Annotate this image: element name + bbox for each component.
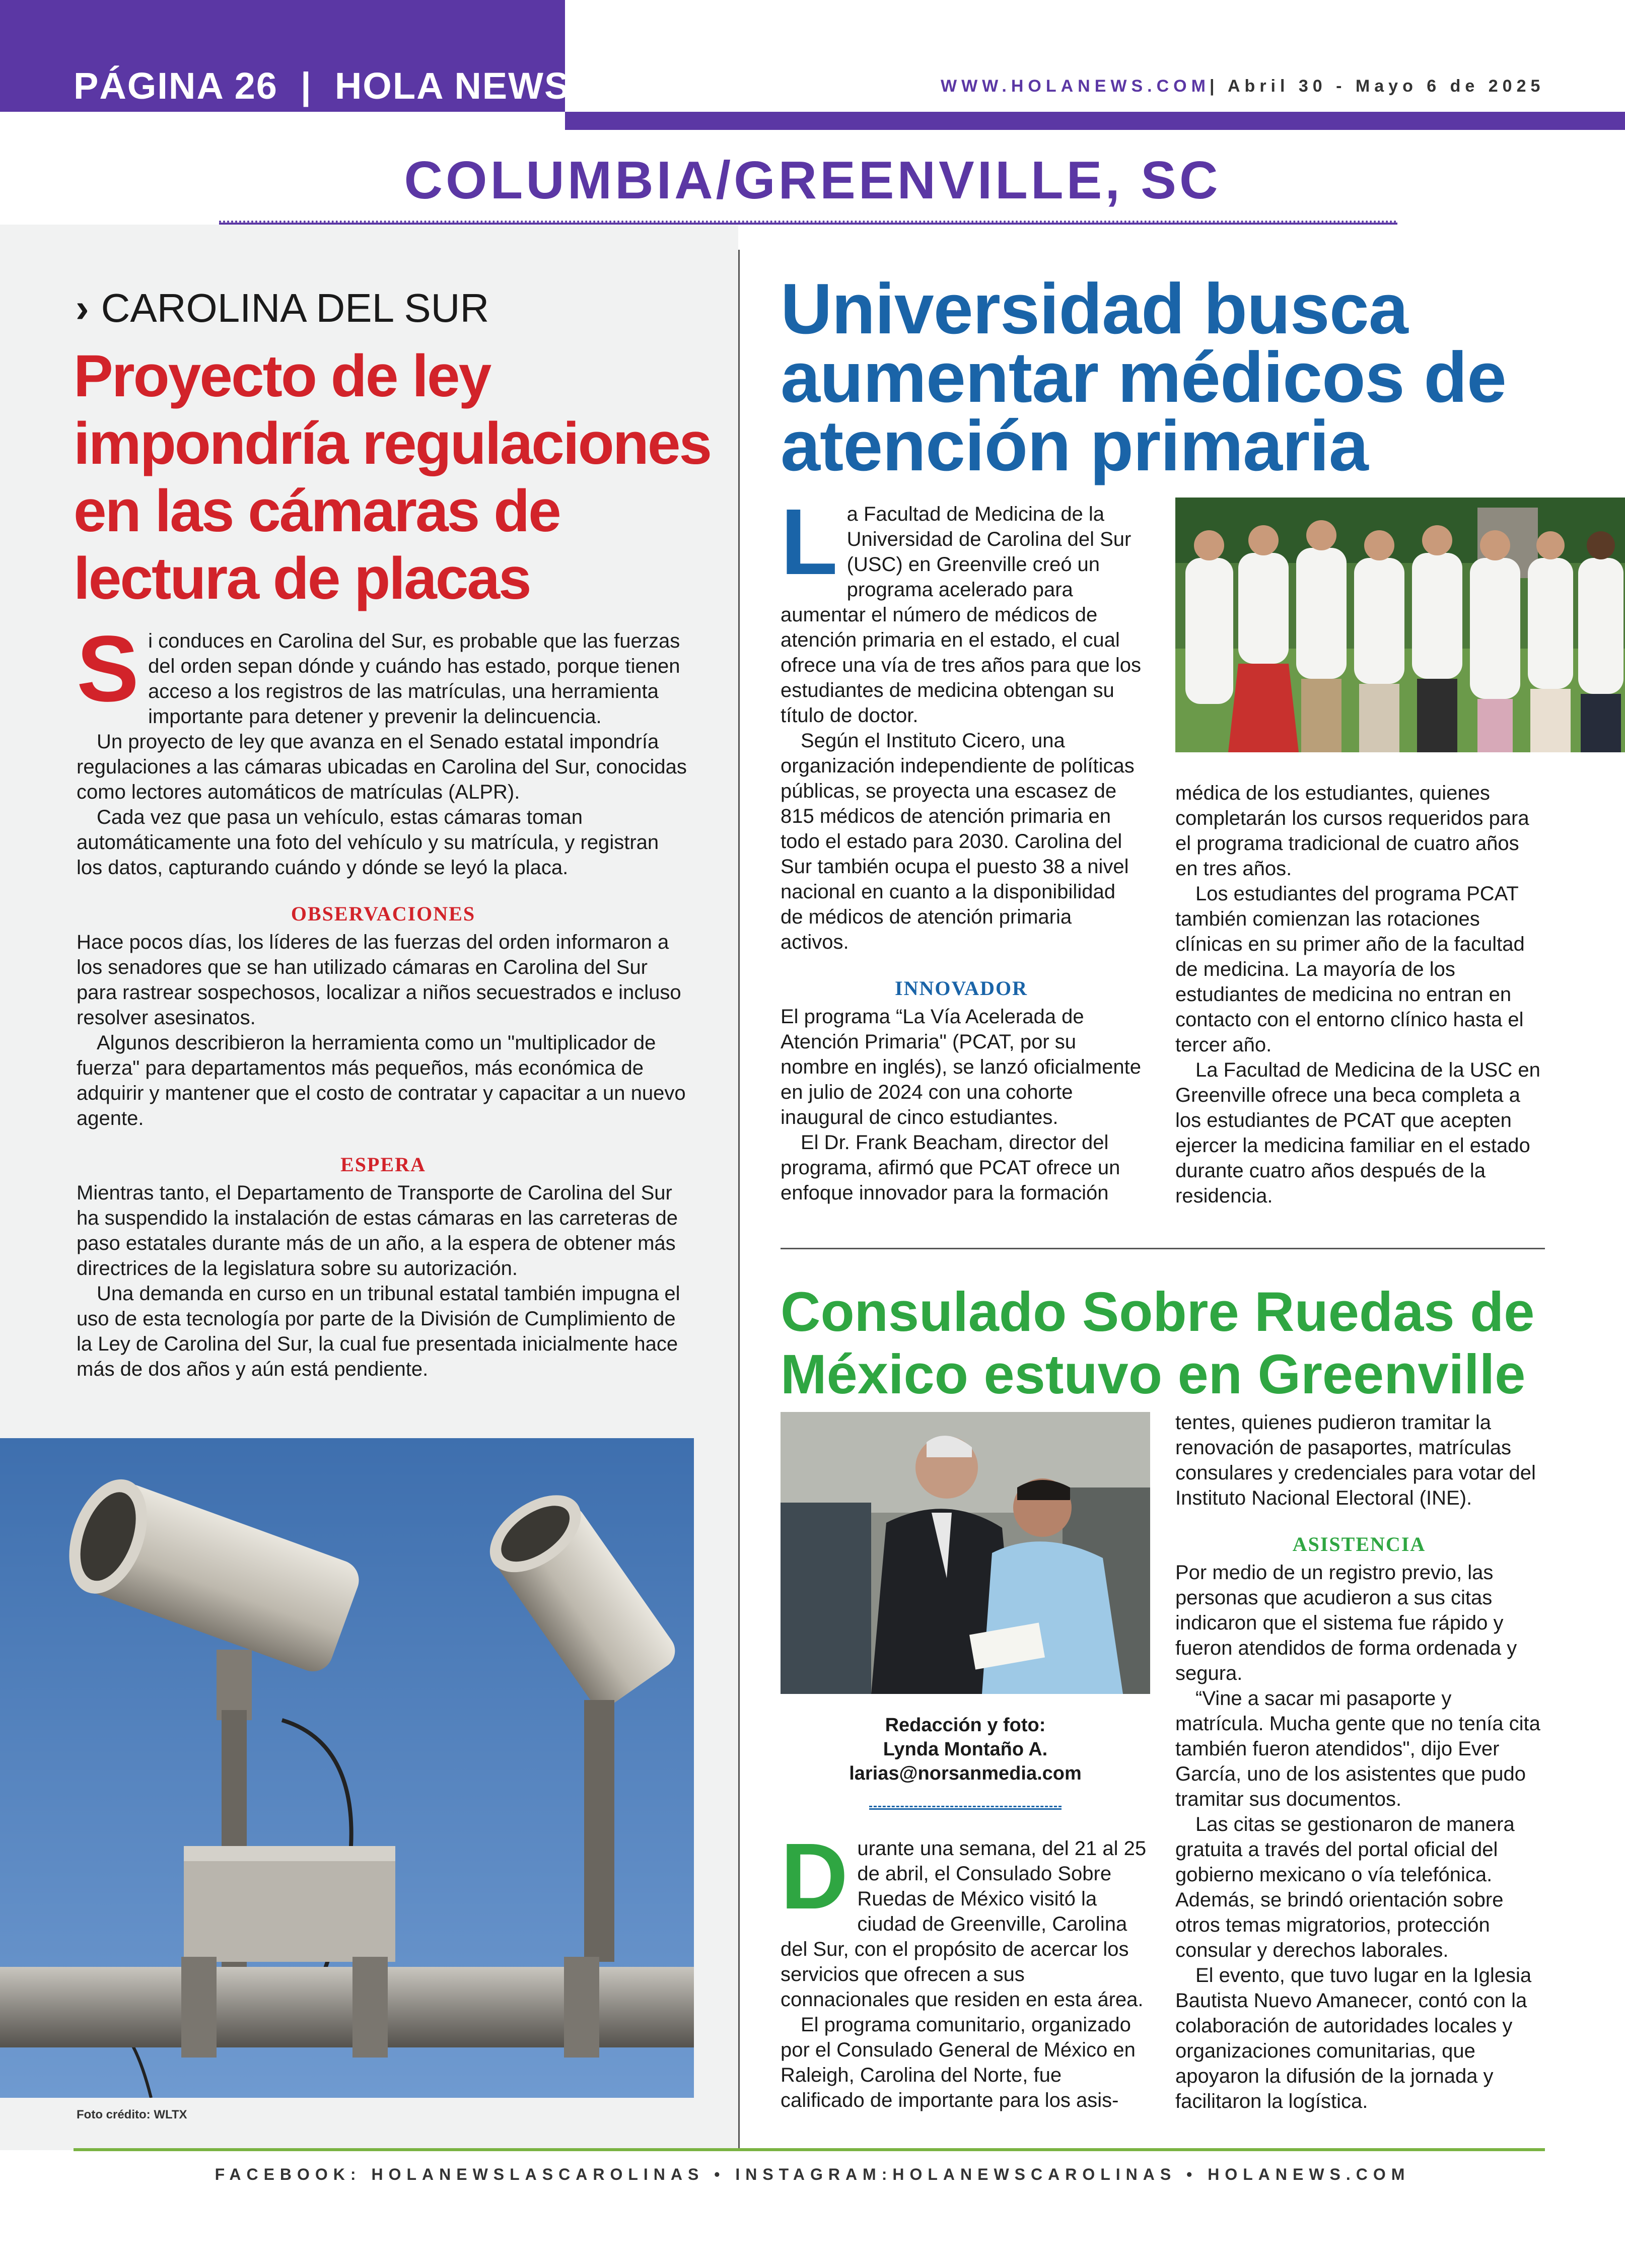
article-body xyxy=(77,617,690,1382)
paragraph: Algunos describieron la herramienta como un "multiplicador de fuerza" para departamentos más pequeños, más económica de adquirir y mantener que el costo de contratar y capacitar a un nuevo agente. xyxy=(77,1032,686,1129)
paragraph: Los estudiantes del programa PCAT también comienzan las rotaciones clínicas en su primer año de la facultad de medicina. La mayoría de los estudiantes de medicina no entran en contacto con el entorno clínico hasta el tercer año. xyxy=(1175,883,1525,1056)
drop-cap: L xyxy=(781,490,838,594)
paragraph: El programa “La Vía Acelerada de Atención Primaria" (PCAT, por su nombre en inglés), se lanzó oficialmente en julio de 2024 con una cohorte inaugural de cinco estudiantes. xyxy=(781,1006,1141,1128)
article-headline: Proyecto de ley impondría regulaciones en las cámaras de lectura de placas xyxy=(74,343,711,612)
paragraph: Un proyecto de ley que avanza en el Senado estatal impondría regulaciones a las cámaras ubicadas en Carolina del Sur, conocidas como lectores automáticos de matrículas (ALPR). xyxy=(77,731,687,803)
article-headline: Consulado Sobre Ruedas de México estuvo en Greenville xyxy=(781,1281,1535,1405)
paragraph: médica de los estudiantes, quienes completarán los cursos requeridos para el programa tradicional de cuatro años en tres años. xyxy=(1175,782,1529,880)
subhead: ASISTENCIA xyxy=(1292,1533,1426,1555)
paragraph: La Facultad de Medicina de la USC en Greenville ofrece una beca completa a los estudiantes de PCAT que acepten ejercer la medicina familiar en el estado durante cuatro años después de la residencia. xyxy=(1175,1059,1540,1207)
header-separator: | xyxy=(1210,77,1215,96)
chevron-right-icon: › xyxy=(76,286,89,330)
paragraph: El programa comunitario, organizado por el Consulado General de México en Raleigh, Carolina del Norte, fue calificado de importante para los asis- xyxy=(781,2014,1136,2111)
medical-students-photo xyxy=(1175,498,1625,752)
subhead: ESPERA xyxy=(340,1153,426,1176)
paragraph: Por medio de un registro previo, las personas que acudieron a sus citas indicaron que el sistema fue rápido y fueron atendidos de forma ordenada y segura. xyxy=(1175,1562,1517,1684)
section-title: COLUMBIA/GREENVILLE, SC xyxy=(404,151,1221,210)
column-divider xyxy=(738,250,740,2150)
paragraph: Mientras tanto, el Departamento de Transporte de Carolina del Sur ha suspendido la instalación de estas cámaras en las carreteras de paso estatales durante más de un año, a la espera de obtener más directrices de la legislatura sobre su autorización. xyxy=(77,1182,678,1280)
paragraph: Las citas se gestionaron de manera gratuita a través del portal oficial del gobierno mexicano o vía telefónica. Además, se brindó orientación sobre otros temas migratorios, protección consular y derechos laborales. xyxy=(1175,1813,1515,1961)
paragraph: a Facultad de Medicina de la Universidad de Carolina del Sur (USC) en Greenville creó un programa acelerado para aumentar el número de médicos de atención primaria en el estado, el cual ofrece una vía de tres años para que los estudiantes de medicina obtengan su título de doctor. xyxy=(781,503,1142,727)
byline-name: Lynda Montaño A. xyxy=(883,1739,1048,1760)
photo-credit: Foto crédito: WLTX xyxy=(77,2108,187,2121)
footer-social-links[interactable]: FACEBOOK: HOLANEWSLASCAROLINAS • INSTAGRAM:HOLANEWSCAROLINAS • HOLANEWS.COM xyxy=(215,2165,1410,2183)
byline-rule xyxy=(869,1806,1062,1810)
paragraph: “Vine a sacar mi pasaporte y matrícula. Mucha gente que no tenía cita también fueron atendidos", dijo Ever García, uno de los asistentes que pudo tramitar sus documentos. xyxy=(1175,1687,1540,1810)
paragraph: Una demanda en curso en un tribunal estatal también impugna el uso de esta tecnología por parte de la División de Cumplimiento de la Ley de Carolina del Sur, la cual fue presentada inicialmente hace más de dos años y aún está pendiente. xyxy=(77,1283,680,1380)
subhead: OBSERVACIONES xyxy=(291,902,476,925)
article-body-column-1 xyxy=(781,490,1142,1206)
page-label: PÁGINA 26 | HOLA NEWS xyxy=(74,65,571,107)
issue-date: Abril 30 - Mayo 6 de 2025 xyxy=(1228,77,1545,96)
paragraph: Hace pocos días, los líderes de las fuerzas del orden informaron a los senadores que se han utilizado cámaras en Carolina del Sur para rastrear sospechosos, localizar a niños secuestrados e incluso resolver asesinatos. xyxy=(77,931,681,1029)
byline-email[interactable]: larias@norsanmedia.com xyxy=(849,1763,1082,1784)
footer-rule xyxy=(74,2148,1545,2151)
drop-cap: D xyxy=(781,1824,849,1929)
header-bar xyxy=(565,112,1625,130)
website-link[interactable]: WWW.HOLANEWS.COM xyxy=(941,77,1210,96)
subhead: INNOVADOR xyxy=(895,977,1028,1000)
byline-label: Redacción y foto: xyxy=(885,1715,1046,1736)
paragraph: urante una semana, del 21 al 25 de abril, el Consulado Sobre Ruedas de México visitó la ciudad de Greenville, Carolina del Sur, con el propósito de acercar los servicios que ofrecen a sus connacionales que residen en esta área. xyxy=(781,1837,1147,2011)
paragraph: Según el Instituto Cicero, una organización independiente de políticas públicas, se proyecta una escasez de 815 médicos de atención primaria en todo el estado para 2030. Carolina del Sur también ocupa el puesto 38 a nivel nacional en cuanto a la disponibilidad de médicos de atención primaria activos. xyxy=(781,730,1135,953)
article-divider xyxy=(781,1248,1545,1249)
paragraph: Cada vez que pasa un vehículo, estas cámaras toman automáticamente una foto del vehículo y su matrícula, y registran los datos, capturando cuándo y dónde se leyó la placa. xyxy=(77,806,659,879)
kicker-text: CAROLINA DEL SUR xyxy=(101,286,489,330)
consulate-photo xyxy=(781,1412,1150,1694)
paragraph: El Dr. Frank Beacham, director del programa, afirmó que PCAT ofrece un enfoque innovador para la formación xyxy=(781,1131,1120,1204)
article-body-column-2 xyxy=(1175,781,1543,1209)
article-body-column-2 xyxy=(1175,1410,1543,2114)
byline xyxy=(781,1713,1150,1786)
paragraph: i conduces en Carolina del Sur, es probable que las fuerzas del orden sepan dónde y cuándo has estado, porque tienen acceso a los registros de las matrículas, una herramienta importante para detener y prevenir la delincuencia. xyxy=(148,630,680,728)
section-rule xyxy=(219,221,1397,225)
paragraph: tentes, quienes pudieron tramitar la renovación de pasaportes, matrículas consulares y credenciales para votar del Instituto Nacional Electoral (INE). xyxy=(1175,1411,1536,1509)
drop-cap: S xyxy=(77,617,139,721)
security-cameras-photo xyxy=(0,1438,694,2098)
article-body-column-1 xyxy=(781,1824,1148,2113)
article-kicker xyxy=(76,285,489,331)
article-headline: Universidad busca aumentar médicos de atención primaria xyxy=(781,269,1506,486)
paragraph: El evento, que tuvo lugar en la Iglesia Bautista Nuevo Amanecer, contó con la colaboración de autoridades locales y organizaciones comunitarias, que apoyaron la difusión de la jornada y facilitaron la logística. xyxy=(1175,1964,1532,2112)
